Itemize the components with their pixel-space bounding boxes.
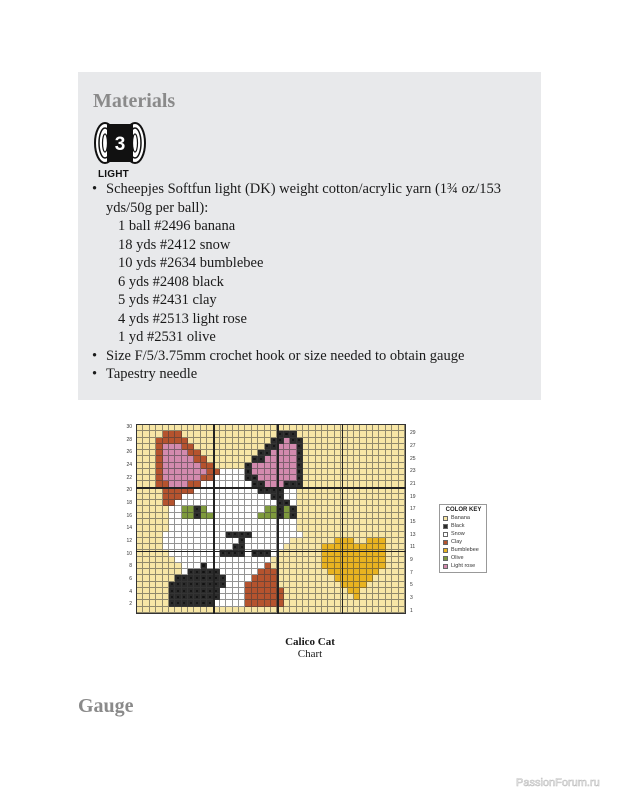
row-label-right: 1 xyxy=(410,607,413,614)
row-label-right: 21 xyxy=(410,481,416,487)
yarn-color-list xyxy=(106,217,530,347)
color-swatch xyxy=(443,556,448,561)
color-swatch xyxy=(443,524,448,529)
color-key-item xyxy=(443,522,484,530)
row-label-right: 15 xyxy=(410,519,416,525)
row-label-right: 23 xyxy=(410,468,416,475)
row-label-left: 2 xyxy=(129,601,132,608)
color-swatch xyxy=(443,532,448,537)
row-label-left: 24 xyxy=(126,462,132,468)
chart-caption-title: Calico Cat xyxy=(285,636,335,648)
color-key-title: COLOR KEY xyxy=(445,507,482,513)
row-label-right: 27 xyxy=(410,443,416,449)
color-key-label: Olive xyxy=(451,555,464,561)
color-key-item xyxy=(443,546,484,554)
row-label-right: 5 xyxy=(410,582,413,589)
bullet: • xyxy=(92,347,98,364)
svg-text:3: 3 xyxy=(114,134,126,155)
grid-major-line xyxy=(136,487,406,489)
row-label-left: 10 xyxy=(126,550,132,557)
grid-major-line xyxy=(213,424,215,614)
color-key-label: Black xyxy=(451,523,465,529)
color-key-label: Light rose xyxy=(451,563,476,569)
watermark: PassionForum.ru xyxy=(516,777,600,789)
color-swatch xyxy=(443,516,448,521)
row-label-right: 25 xyxy=(410,455,416,462)
materials-item-needle: • Tapestry needle xyxy=(92,366,198,382)
yarn-weight-label: LIGHT xyxy=(98,169,129,180)
row-label-right: 13 xyxy=(410,531,416,538)
color-key-item xyxy=(443,562,484,570)
materials-item-yarn: • Scheepjes Softfun light (DK) weight cotton/acrylic yarn (1¾ oz/153 yds/50g per ball): 1 ball #2496 banana 18 yds #2412 snow 10 yds #2634 bumblebee 6 yds #2408 black 5 yds #2431 clay 4 yds #2513 light rose 1 yd #2531 olive xyxy=(90,180,530,347)
color-key-item xyxy=(443,554,484,562)
chart-caption-subtitle: Chart xyxy=(297,648,323,660)
row-label-left: 18 xyxy=(126,500,132,506)
color-key-label: Banana xyxy=(451,515,470,521)
row-label-right: 11 xyxy=(410,544,416,551)
color-swatch xyxy=(443,548,448,553)
row-label-right: 29 xyxy=(410,430,416,437)
grid-major-line xyxy=(342,424,344,614)
yarn-color-item: 1 yd #2531 olive xyxy=(118,329,216,345)
row-label-left: 14 xyxy=(126,525,132,532)
chart-cell xyxy=(399,607,405,613)
row-label-left: 12 xyxy=(126,538,132,544)
color-key-label: Snow xyxy=(451,531,465,537)
color-key-item xyxy=(443,538,484,546)
row-label-left: 28 xyxy=(126,436,132,443)
chart-caption xyxy=(250,636,370,660)
row-label-right: 7 xyxy=(410,569,413,576)
row-label-left: 20 xyxy=(126,487,132,494)
grid-major-line xyxy=(136,551,406,553)
yarn-color-item: 4 yds #2513 light rose xyxy=(118,310,247,327)
row-label-left: 4 xyxy=(129,588,132,595)
chart-grid xyxy=(136,424,406,614)
color-key-item xyxy=(443,530,484,538)
materials-panel xyxy=(78,72,541,400)
color-key-item xyxy=(443,514,484,522)
row-label-left: 8 xyxy=(129,563,132,570)
color-key xyxy=(439,504,487,573)
bullet: • xyxy=(92,366,98,382)
color-swatch xyxy=(443,564,448,569)
color-key-label: Clay xyxy=(451,539,463,545)
yarn-color-item: 10 yds #2634 bumblebee xyxy=(118,255,264,271)
grid-major-line xyxy=(277,424,279,614)
materials-heading: Materials xyxy=(93,90,176,112)
row-label-right: 3 xyxy=(410,595,413,601)
gauge-heading: Gauge xyxy=(78,695,134,717)
row-label-left: 30 xyxy=(126,424,132,430)
yarn-color-item: 6 yds #2408 black xyxy=(118,273,224,290)
row-label-left: 6 xyxy=(129,576,132,582)
materials-list xyxy=(90,180,530,384)
color-swatch xyxy=(443,540,448,545)
materials-item-hook: • Size F/5/3.75mm crochet hook or size needed to obtain gauge xyxy=(92,347,465,364)
yarn-weight-3-icon xyxy=(94,118,146,168)
yarn-color-item: 1 ball #2496 banana xyxy=(118,218,236,234)
color-key-label: Bumblebee xyxy=(451,547,479,553)
row-label-left: 16 xyxy=(126,512,132,519)
row-label-right: 17 xyxy=(410,506,416,513)
yarn-color-item: 5 yds #2431 clay xyxy=(118,292,217,308)
yarn-color-item: 18 yds #2412 snow xyxy=(118,236,231,253)
row-label-right: 19 xyxy=(410,493,416,500)
row-label-left: 22 xyxy=(126,474,132,481)
bullet: • xyxy=(92,181,98,197)
row-label-right: 9 xyxy=(410,557,413,563)
row-label-left: 26 xyxy=(126,449,132,456)
